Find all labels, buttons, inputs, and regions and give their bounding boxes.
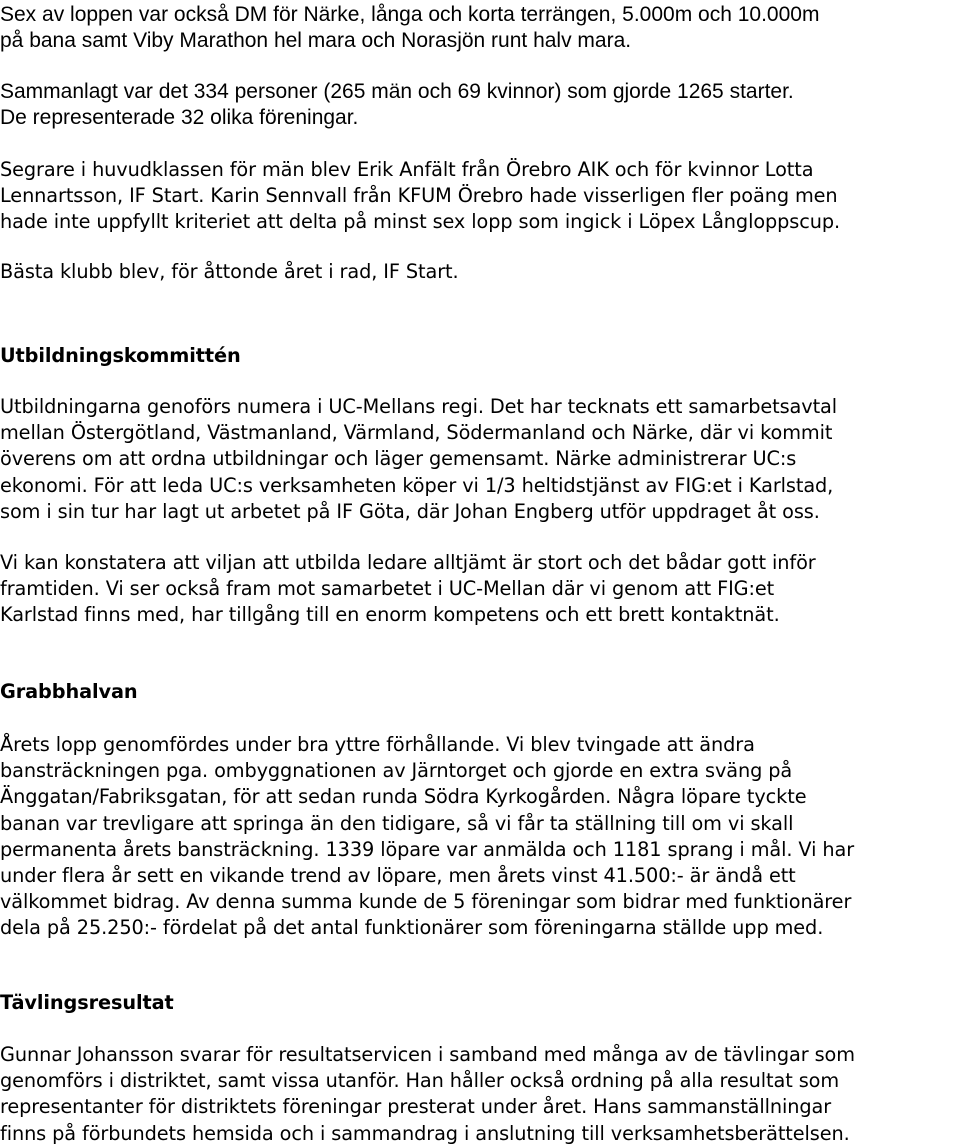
paragraph-grabbhalvan: Årets lopp genomfördes under bra yttre förhållande. Vi blev tvingade att ändra bansträckningen pga. ombyggnationen av Järntorget och gjorde en extra sväng på Änggatan/Fabriksgatan, för att sedan runda Södra Kyrkogården. Några löpare tyckte banan var trevligare att springa än den tidigare, så vi får ta ställning till om vi skall permanenta årets bansträckning. 1339 löpare var anmälda och 1181 sprang i mål. Vi har under flera år sett en vikande trend av löpare, men årets vinst 41.500:- är ändå ett välkommet bidrag. Av denna summa kunde de 5 föreningar som bidrar med funktionärer dela på 25.250:- fördelat på det antal funktionärer som föreningarna ställde upp med. xyxy=(0,733,855,940)
paragraph-best-club: Bästa klubb blev, för åttonde året i rad, IF Start. xyxy=(0,260,459,283)
heading-utbildningskommitten: Utbildningskommittén xyxy=(0,344,241,367)
paragraph-winners: Segrare i huvudklassen för män blev Erik Anfält från Örebro AIK och för kvinnor Lotta Lennartsson, IF Start. Karin Sennvall från KFUM Örebro hade visserligen fler poäng men hade inte uppfyllt kriteriet att delta på minst sex lopp som ingick i Löpex Långloppscup. xyxy=(0,158,841,234)
paragraph-education: Utbildningarna genoförs numera i UC-Mellans regi. Det har tecknats ett samarbetsavtal mellan Östergötland, Västmanland, Värmland, Södermanland och Närke, där vi kommit överens om att ordna utbildningar och läger gemensamt. Närke administrerar UC:s ekonomi. För att leda UC:s verksamheten köper vi 1/3 heltidstjänst av FIG:et i Karlstad, som i sin tur har lagt ut arbetet på IF Göta, där Johan Engberg utför uppdraget åt oss. xyxy=(0,395,838,523)
paragraph-dm-races: Sex av loppen var också DM för Närke, långa och korta terrängen, 5.000m och 10.000m på bana samt Viby Marathon hel mara och Norasjön runt halv mara. xyxy=(0,3,820,52)
paragraph-participants: Sammanlagt var det 334 personer (265 män och 69 kvinnor) som gjorde 1265 starter. De representerade 32 olika föreningar. xyxy=(0,80,794,129)
heading-grabbhalvan: Grabbhalvan xyxy=(0,680,138,703)
paragraph-education-future: Vi kan konstatera att viljan att utbilda ledare alltjämt är stort och det bådar gott inför framtiden. Vi ser också fram mot samarbetet i UC-Mellan där vi genom att FIG:et Karlstad finns med, har tillgång till en enorm kompetens och ett brett kontaktnät. xyxy=(0,551,816,627)
heading-tavlingsresultat: Tävlingsresultat xyxy=(0,991,174,1014)
paragraph-results: Gunnar Johansson svarar för resultatservicen i samband med många av de tävlingar som genomförs i distriktet, samt vissa utanför. Han håller också ordning på alla resultat som representanter för distriktets föreningar presterat under året. Hans sammanställningar finns på förbundets hemsida och i sammandrag i anslutning till verksamhetsberättelsen. xyxy=(0,1043,855,1145)
